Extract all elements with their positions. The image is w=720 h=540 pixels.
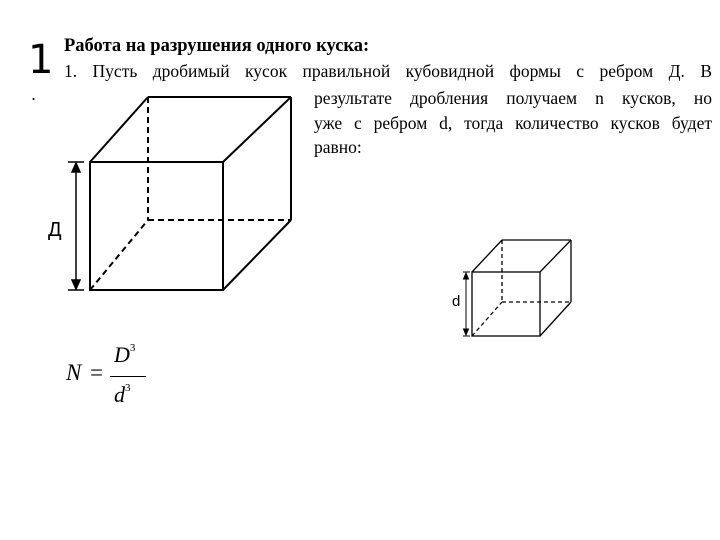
denominator-exponent: 3 <box>125 382 131 394</box>
pieces-count-formula <box>62 342 172 412</box>
body-text-line-3: уже с ребром d, тогда количество кусков будет <box>314 113 712 133</box>
denominator-base: d <box>114 382 125 407</box>
numerator-exponent: 3 <box>129 342 136 354</box>
numerator-base: D <box>114 342 130 367</box>
body-text-line-2: результате дробления получаем n кусков, но <box>314 88 712 108</box>
slide-number-dot: . <box>31 85 37 104</box>
formula-denominator <box>114 382 131 408</box>
slide-number: 1 <box>28 37 54 83</box>
section-heading: Работа на разрушения одного куска: <box>64 36 370 56</box>
small-cube-edge-label: d <box>452 293 461 310</box>
formula-lhs: N <box>66 360 82 385</box>
formula-numerator <box>114 342 135 368</box>
body-text-line-1: 1. Пусть дробимый кусок правильной кубовидной формы с ребром Д. В <box>64 61 712 81</box>
formula-equals: = <box>90 360 103 385</box>
large-cube-diagram <box>40 90 300 300</box>
fraction-bar <box>110 376 146 377</box>
small-cube-diagram <box>446 234 586 344</box>
body-text-line-4: равно: <box>314 137 362 157</box>
large-cube-edge-label: Д <box>48 219 62 241</box>
